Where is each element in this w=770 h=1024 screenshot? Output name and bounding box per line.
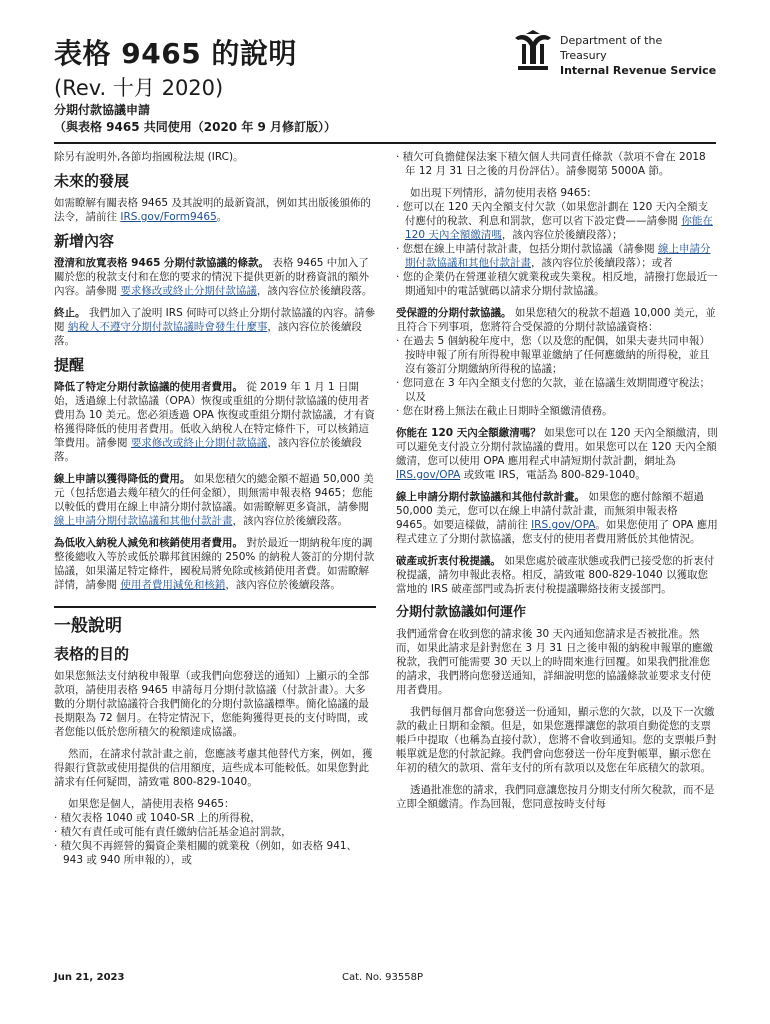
subtitle-line-1: 分期付款協議申請 bbox=[54, 103, 151, 117]
intro-text: 除另有說明外,各節均指國稅法規 (IRC)。 bbox=[54, 151, 244, 163]
guaranteed-agreement-paragraph: 受保證的分期付款協議。 如果您積欠的稅款不超過 10,000 美元，並且符合下列事項，您將符合受保證的分期付款協議資格： bbox=[396, 307, 716, 333]
header-divider bbox=[54, 142, 716, 144]
clarify-paragraph: 澄清和放寬表格 9465 分期付款協議的條款。 表格 9465 中加入了關於您的稅款支付和在您的要求的情況下提供更新的財務資訊的額外內容。請參閱 要求修改或終止分期付款協議，該內容位於後續段落。 bbox=[54, 257, 373, 297]
bullet-item: · 積欠可負擔健保法案下積欠個人共同責任條款（款項不會在 2018 年 12 月 31 日之後的月份評估）。請參閱第 5000A 節。 bbox=[396, 151, 706, 177]
purpose-paragraph-1: 如果您無法支付納稅申報單（或我們向您發送的通知）上顯示的全部款項，請使用表格 9465 申請每月分期付款協議（付款計畫）。大多數的分期付款協議符合我們簡化的分期付款協議標準。簡化協議的最長期限為 72 個月。在特定情況下，您能夠獲得更長的支付時間，或者您能以低於您所積欠的稅額達成協議。 bbox=[54, 670, 369, 738]
purpose-paragraph-3: 如果您是個人，請使用表格 9465： bbox=[68, 798, 235, 810]
page-title: 表格 9465 的說明 bbox=[54, 37, 297, 70]
irs-opa-link-2[interactable]: IRS.gov/OPA bbox=[531, 519, 596, 531]
agency-name bbox=[560, 33, 716, 78]
irs-opa-link[interactable]: IRS.gov/OPA bbox=[396, 469, 461, 481]
subtitle-line-2: （與表格 9465 共同使用（2020 年 9 月修訂版）） bbox=[54, 120, 337, 134]
bullet-item: · 積欠有責任或可能有責任繳納信託基金追討罰款， bbox=[54, 826, 292, 838]
bullet-item: · 您在財務上無法在截止日期時全額繳清債務。 bbox=[396, 405, 613, 417]
how-it-works-paragraph-3: 透過批准您的請求，我們同意讓您按月分期支付所欠稅款，而不是立即全額繳清。作為回報，您同意按時支付每 bbox=[396, 784, 715, 810]
do-not-use-item-3: · 您的企業仍在營運並積欠就業稅或失業稅。相反地，請撥打您最近一期通知中的電話號碼以請求分期付款協議。 bbox=[396, 271, 718, 297]
left-column bbox=[54, 150, 376, 867]
future-developments-heading: 未來的發展 bbox=[54, 172, 130, 190]
purpose-paragraph-2: 然而，在請求付款計畫之前，您應該考慮其他替代方案，例如，獲得銀行貸款或使用提供的信用額度，這些成本可能較低。如果您對此請求有任何疑問，請致電 800-829-1040。 bbox=[54, 748, 373, 788]
modify-terminate-link[interactable]: 要求修改或終止分期付款協議 bbox=[120, 285, 257, 297]
bullet-item: · 在過去 5 個納稅年度中，您（以及您的配偶，如果夫妻共同申報）按時申報了所有所得稅申報單並繳納了任何應繳納的所得稅，並且沒有簽訂分期繳納所得稅的協議； bbox=[396, 335, 711, 375]
purpose-of-form-heading: 表格的目的 bbox=[54, 645, 130, 663]
agency-line-1: Department of the bbox=[560, 34, 663, 47]
do-not-use-intro: 如出現下列情形，請勿使用表格 9465: bbox=[410, 187, 591, 199]
noncompliance-link[interactable]: 納稅人不遵守分期付款協議時會發生什麼事 bbox=[67, 321, 268, 333]
pay-in-120-paragraph: 你能在 120 天內全額繳清嗎？ 如果您可以在 120 天內全額繳清，則可以避免支付設立分期付款協議的費用。如果您可以在 120 天內全額繳清，您可以使用 OPA 應用程式申請短期付款計劃，網址為 IRS.gov/OPA 或致電 IRS，電話為 800-829-1040。 bbox=[396, 427, 718, 481]
future-developments-text: 如需瞭解有關表格 9465 及其說明的最新資訊，例如其出版後頒佈的法令，請前往 IRS.gov/Form9465。 bbox=[54, 197, 371, 223]
pay-in-120-days-link[interactable]: 你能在 120 天內全額繳清嗎 bbox=[405, 215, 713, 241]
termination-paragraph: 終止。 我們加入了說明 IRS 何時可以終止分期付款協議的內容。請參閱 納稅人不遵守分期付款協議時會發生什麼事，該內容位於後續段落。 bbox=[54, 307, 376, 347]
bullet-item: · 積欠表格 1040 或 1040-SR 上的所得稅， bbox=[54, 812, 261, 824]
footer-date: Jun 21, 2023 bbox=[54, 972, 125, 983]
revision-date: (Rev. 十月 2020) bbox=[54, 76, 224, 100]
catalog-number: Cat. No. 93558P bbox=[342, 972, 424, 983]
reduced-fee-paragraph: 降低了特定分期付款協議的使用者費用。 從 2019 年 1 月 1 日開始，透過線上付款協議（OPA）恢復或重組的分期付款協議的使用者費用為 10 美元。您必須透過 OPA 恢復或重組分期付款協議，才有資格獲得降低的使用者費用。低收入納稅人在特定條件下，可以核銷這筆費用。請參閱 要求修改或終止分期付款協議，該內容位於後續段落。 bbox=[54, 381, 375, 463]
do-not-use-item-1: · 您可以在 120 天內全額支付欠款（如果您計劃在 120 天內全額支付應付的稅款、利息和罰款，您可以省下設定費——請參閱 你能在 120 天內全額繳清嗎，該內容位於後續段落）； bbox=[396, 201, 713, 241]
user-fee-waiver-link[interactable]: 使用者費用減免和核銷 bbox=[120, 579, 226, 591]
modify-terminate-link-2[interactable]: 要求修改或終止分期付款協議 bbox=[130, 437, 268, 449]
subtitle bbox=[54, 102, 336, 136]
online-payment-plans-link-2[interactable]: 線上申請分期付款協議和其他付款計畫 bbox=[405, 243, 711, 269]
whats-new-heading: 新增內容 bbox=[54, 232, 115, 250]
low-income-paragraph: 為低收入納稅人減免和核銷使用者費用。 對於最近一期納稅年度的調整後總收入等於或低於聯邦貧困線的 250% 的納稅人簽訂的分期付款協議，如果滿足特定條件，國稅局將免除或核銷使用者費。如需瞭解詳情，請參閱 使用者費用減免和核銷，該內容位於後續段落。 bbox=[54, 537, 375, 591]
irs-form9465-link[interactable]: IRS.gov/Form9465 bbox=[120, 211, 217, 223]
irs-eagle-logo-icon bbox=[512, 30, 554, 74]
reminders-heading: 提醒 bbox=[54, 356, 85, 374]
bullet-item: · 您同意在 3 年內全額支付您的欠款，並在協議生效期間遵守稅法；以及 bbox=[396, 377, 711, 403]
how-it-works-paragraph-1: 我們通常會在收到您的請求後 30 天內通知您請求是否被批准。然而，如果此請求是針對您在 3 月 31 日之後申報的納稅申報單的應繳稅款，我們可能需要 30 天以上的時間來進行回覆。如果我們批准您的請求，我們將向您發送通知，詳細說明您的協議條款並要求支付使用者費用。 bbox=[396, 628, 713, 696]
online-application-paragraph: 線上申請分期付款協議和其他付款計畫。 如果您的應付餘額不超過 50,000 美元，您可以在線上申請付款計畫，而無須申報表格 9465。如要這樣做，請前往 IRS.gov/OPA。如果您使用了 OPA 應用程式建立了分期付款協議，您支付的使用者費用將低於其他情況。 bbox=[396, 491, 718, 545]
do-not-use-item-2: · 您想在線上申請付款計畫，包括分期付款協議（請參閱 線上申請分期付款協議和其他付款計畫，該內容位於後續段落）；或者 bbox=[396, 243, 711, 269]
how-it-works-heading: 分期付款協議如何運作 bbox=[396, 605, 527, 620]
online-payment-plans-link[interactable]: 線上申請分期付款協議和其他付款計畫 bbox=[54, 515, 233, 527]
agency-line-3: Internal Revenue Service bbox=[560, 64, 717, 77]
right-column bbox=[396, 150, 718, 819]
bankruptcy-paragraph: 破產或折衷付稅提議。 如果您處於破產狀態或我們已接受您的折衷付稅提議，請勿申報此表格。相反，請致電 800-829-1040 以獲取您當地的 IRS 破產部門或為折衷付稅提議聯絡技術支援部門。 bbox=[396, 555, 715, 595]
bullet-item: · 積欠與不再經營的獨資企業相關的就業稅（例如，如表格 941、943 或 940 所申報的），或 bbox=[54, 840, 358, 866]
agency-line-2: Treasury bbox=[560, 49, 607, 62]
apply-online-paragraph: 線上申請以獲得降低的費用。 如果您積欠的總金額不超過 50,000 美元（包括您過去幾年積欠的任何金額），則無需申報表格 9465；您能以較低的費用在線上申請分期付款協議。如需瞭解更多資訊，請參閱 線上申請分期付款協議和其他付款計畫，該內容位於後續段落。 bbox=[54, 473, 374, 527]
how-it-works-paragraph-2: 我們每個月都會向您發送一份通知，顯示您的欠款，以及下一次繳款的截止日期和金額。但是，如果您選擇讓您的款項自動從您的支票帳戶中提取（也稱為直接付款），您將不會收到通知。您的支票帳戶對帳單就是您的付款記錄。我們會向您發送一份年度對帳單，顯示您在年初的積欠的款項、當年支付的所有款項以及您在年底積欠的款項。 bbox=[396, 706, 717, 774]
general-instructions-heading: 一般說明 bbox=[54, 606, 376, 637]
